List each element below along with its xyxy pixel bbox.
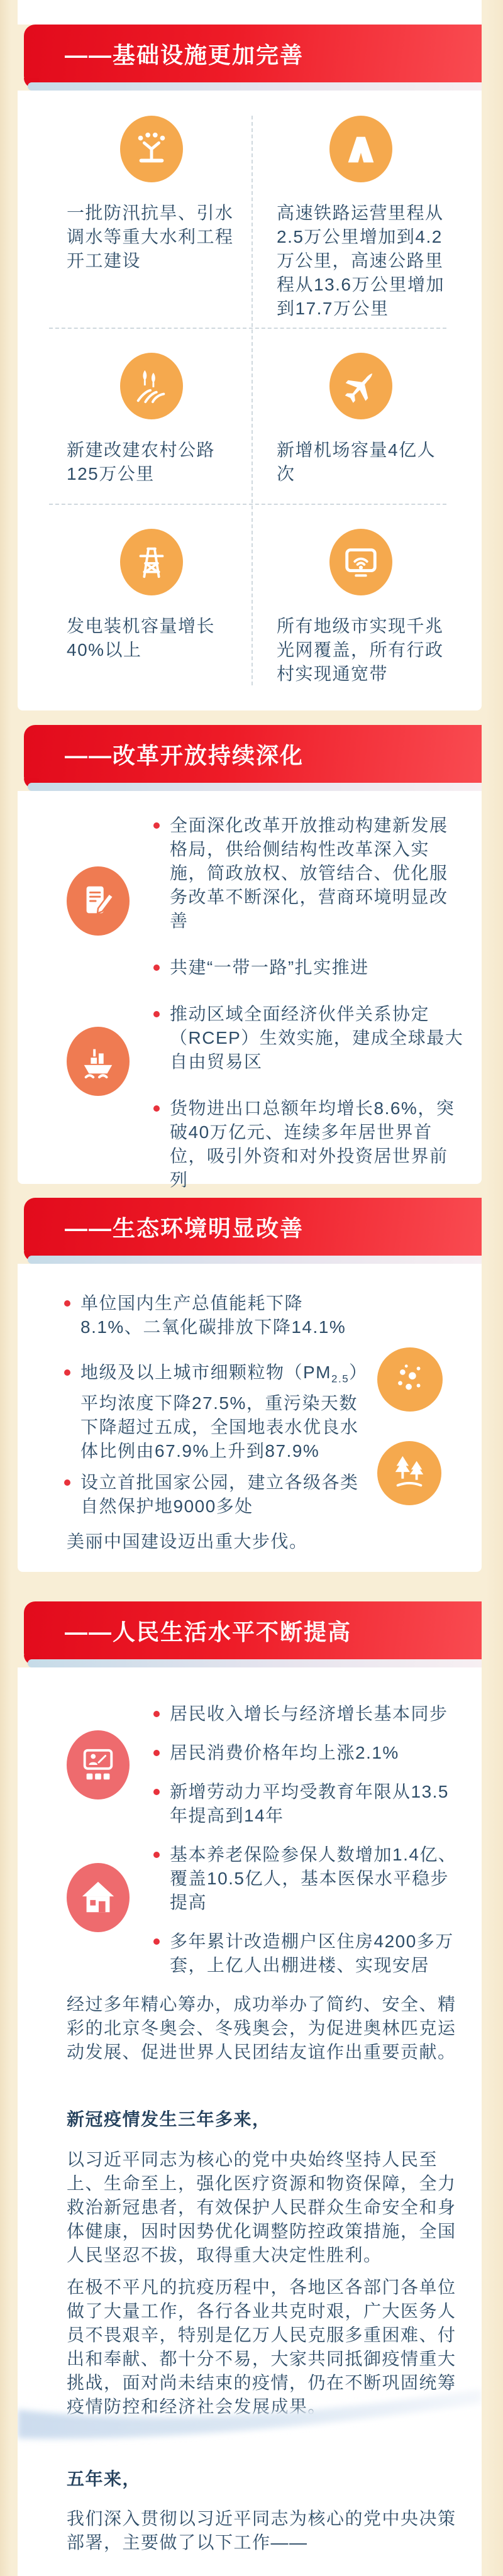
section-banner bbox=[24, 725, 482, 783]
bullet-item: 地级及以上城市细颗粒物$(PM_{2.5})$平均浓度下降27.5%，重污染天数下降超过五成，全国地表水优良水体比例由67.9%上升到87.9% bbox=[80, 1361, 361, 1463]
main-column bbox=[18, 0, 482, 2576]
bullet-item: 基本养老保险参保人数增加1.4亿、覆盖10.5亿人，基本医保水平稳步提高 bbox=[170, 1843, 465, 1915]
paragraph-heading: 新冠疫情发生三年多来， bbox=[67, 2109, 271, 2129]
bullet-item: 货物进出口总额年均增长8.6%，突破40万亿元、连续多年居世界首位，吸引外资和对外投资居世界前列 bbox=[170, 1097, 465, 1192]
stats-grid bbox=[18, 91, 482, 710]
banner-shadow bbox=[28, 82, 482, 91]
power-tower-icon bbox=[120, 529, 183, 595]
stat-text: 高速铁路运营里程从2.5万公里增加到4.2万公里，高速公路里程从13.6万公里增加到17.7万公里 bbox=[277, 203, 445, 318]
divider-dashed-horizontal bbox=[49, 504, 446, 505]
section-title: ——人民生活水平不断提高 bbox=[65, 1618, 352, 1645]
section-title: ——改革开放持续深化 bbox=[65, 742, 304, 768]
section-infrastructure bbox=[18, 25, 482, 710]
grid-cell bbox=[252, 328, 482, 504]
banner-shadow bbox=[28, 1256, 482, 1264]
footer-paragraph: 我们深入贯彻以习近平同志为核心的党中央决策部署，主要做了以下工作—— bbox=[67, 2509, 456, 2552]
paragraph: 经过多年精心筹办，成功举办了简约、安全、精彩的北京冬奥会、冬残奥会，为促进奥林匹克运动发展、促进世界人民团结友谊作出重要贡献。 bbox=[67, 1994, 456, 2062]
divider-dashed-horizontal bbox=[49, 328, 446, 329]
reform-card bbox=[18, 791, 482, 1190]
ship-icon bbox=[67, 1027, 130, 1096]
section-reform-opening bbox=[18, 725, 482, 1190]
document-pencil-icon bbox=[67, 866, 130, 936]
grid-cell bbox=[18, 328, 252, 504]
top-white-strip bbox=[18, 0, 482, 25]
house-icon bbox=[67, 1863, 130, 1932]
banner-shadow bbox=[28, 783, 482, 791]
banner-shadow bbox=[28, 1659, 482, 1667]
section-title: ——基础设施更加完善 bbox=[65, 41, 304, 68]
grid-cell bbox=[252, 504, 482, 710]
summary-line: 美丽中国建设迈出重大步伐。 bbox=[67, 1531, 308, 1551]
grid-cell bbox=[252, 91, 482, 328]
bullet-item: 多年累计改造棚户区住房4200多万套，上亿人出棚进楼、实现安居 bbox=[170, 1930, 465, 1977]
bullet-item: 设立首批国家公园，建立各级各类自然保护地9000多处 bbox=[80, 1471, 361, 1518]
stat-text: 所有地级市实现千兆光网覆盖，所有行政村实现通宽带 bbox=[277, 616, 444, 683]
ecology-card bbox=[18, 1264, 482, 1572]
bullet-item: 共建“一带一路”扎实推进 bbox=[170, 956, 465, 980]
particles-icon bbox=[377, 1347, 443, 1412]
section-title: ——生态环境明显改善 bbox=[65, 1215, 304, 1241]
divider-dashed-vertical bbox=[252, 116, 253, 685]
trees-icon bbox=[377, 1441, 441, 1505]
grid-cell bbox=[18, 91, 252, 328]
paragraph: 以习近平同志为核心的党中央始终坚持人民至上、生命至上，强化医疗资源和物资保障，全力救治新冠患者，有效保护人民群众生命安全和身体健康，因时因势优化调整防控政策措施，全国人民坚忍不拔，取得重大决定性胜利。 bbox=[67, 2150, 456, 2265]
stat-text: 新建改建农村公路125万公里 bbox=[67, 440, 216, 484]
section-living-standards bbox=[18, 1601, 482, 2576]
classroom-icon bbox=[67, 1730, 130, 1799]
pm25-subscript: 2.5 bbox=[331, 1373, 350, 1385]
bullet-item: 居民消费价格年均上涨2.1% bbox=[170, 1741, 465, 1765]
section-ecology bbox=[18, 1198, 482, 1572]
section-banner bbox=[24, 25, 482, 82]
paragraph: 在极不平凡的抗疫历程中，各地区各部门各单位做了大量工作，各行各业共克时艰，广大医务人员不畏艰辛，特别是亿万人民克服多重困难、付出和奉献、都十分不易，大家共同抵御疫情重大挑战，面对尚未结束的疫情，仍在不断巩固统筹疫情防控和经济社会发展成果。 bbox=[67, 2277, 456, 2416]
wave-swoosh-decoration bbox=[18, 2384, 482, 2453]
stat-text: 新增机场容量4亿人次 bbox=[277, 440, 436, 484]
living-standards-card bbox=[18, 1667, 482, 2576]
highway-icon bbox=[329, 116, 392, 182]
bullet-item: 推动区域全面经济伙伴关系协定（RCEP）生效实施，建成全球最大自由贸易区 bbox=[170, 1002, 465, 1074]
rural-road-icon bbox=[120, 353, 183, 419]
bullet-item: 单位国内生产总值能耗下降8.1%、二氧化碳排放下降14.1% bbox=[80, 1291, 361, 1339]
section-gap bbox=[18, 1572, 482, 1601]
broadband-icon bbox=[329, 529, 392, 595]
grid-cell bbox=[18, 504, 252, 710]
bullet-item: 全面深化改革开放推动构建新发展格局，供给侧结构性改革深入实施，简政放权、放管结合、优化服务改革不断深化，营商环境明显改善 bbox=[170, 814, 465, 933]
section-banner bbox=[24, 1601, 482, 1659]
stat-text: 一批防汛抗旱、引水调水等重大水利工程开工建设 bbox=[67, 203, 234, 270]
bullet-item: 新增劳动力平均受教育年限从13.5年提高到14年 bbox=[170, 1780, 465, 1828]
infrastructure-card bbox=[18, 91, 482, 710]
sprinkler-icon bbox=[120, 116, 183, 182]
airplane-icon bbox=[329, 353, 392, 419]
section-gap bbox=[18, 710, 482, 725]
stat-text: 发电装机容量增长40%以上 bbox=[67, 616, 216, 660]
section-banner bbox=[24, 1198, 482, 1256]
footer-heading: 五年来， bbox=[67, 2469, 141, 2489]
bullet-item: 居民收入增长与经济增长基本同步 bbox=[170, 1702, 465, 1726]
